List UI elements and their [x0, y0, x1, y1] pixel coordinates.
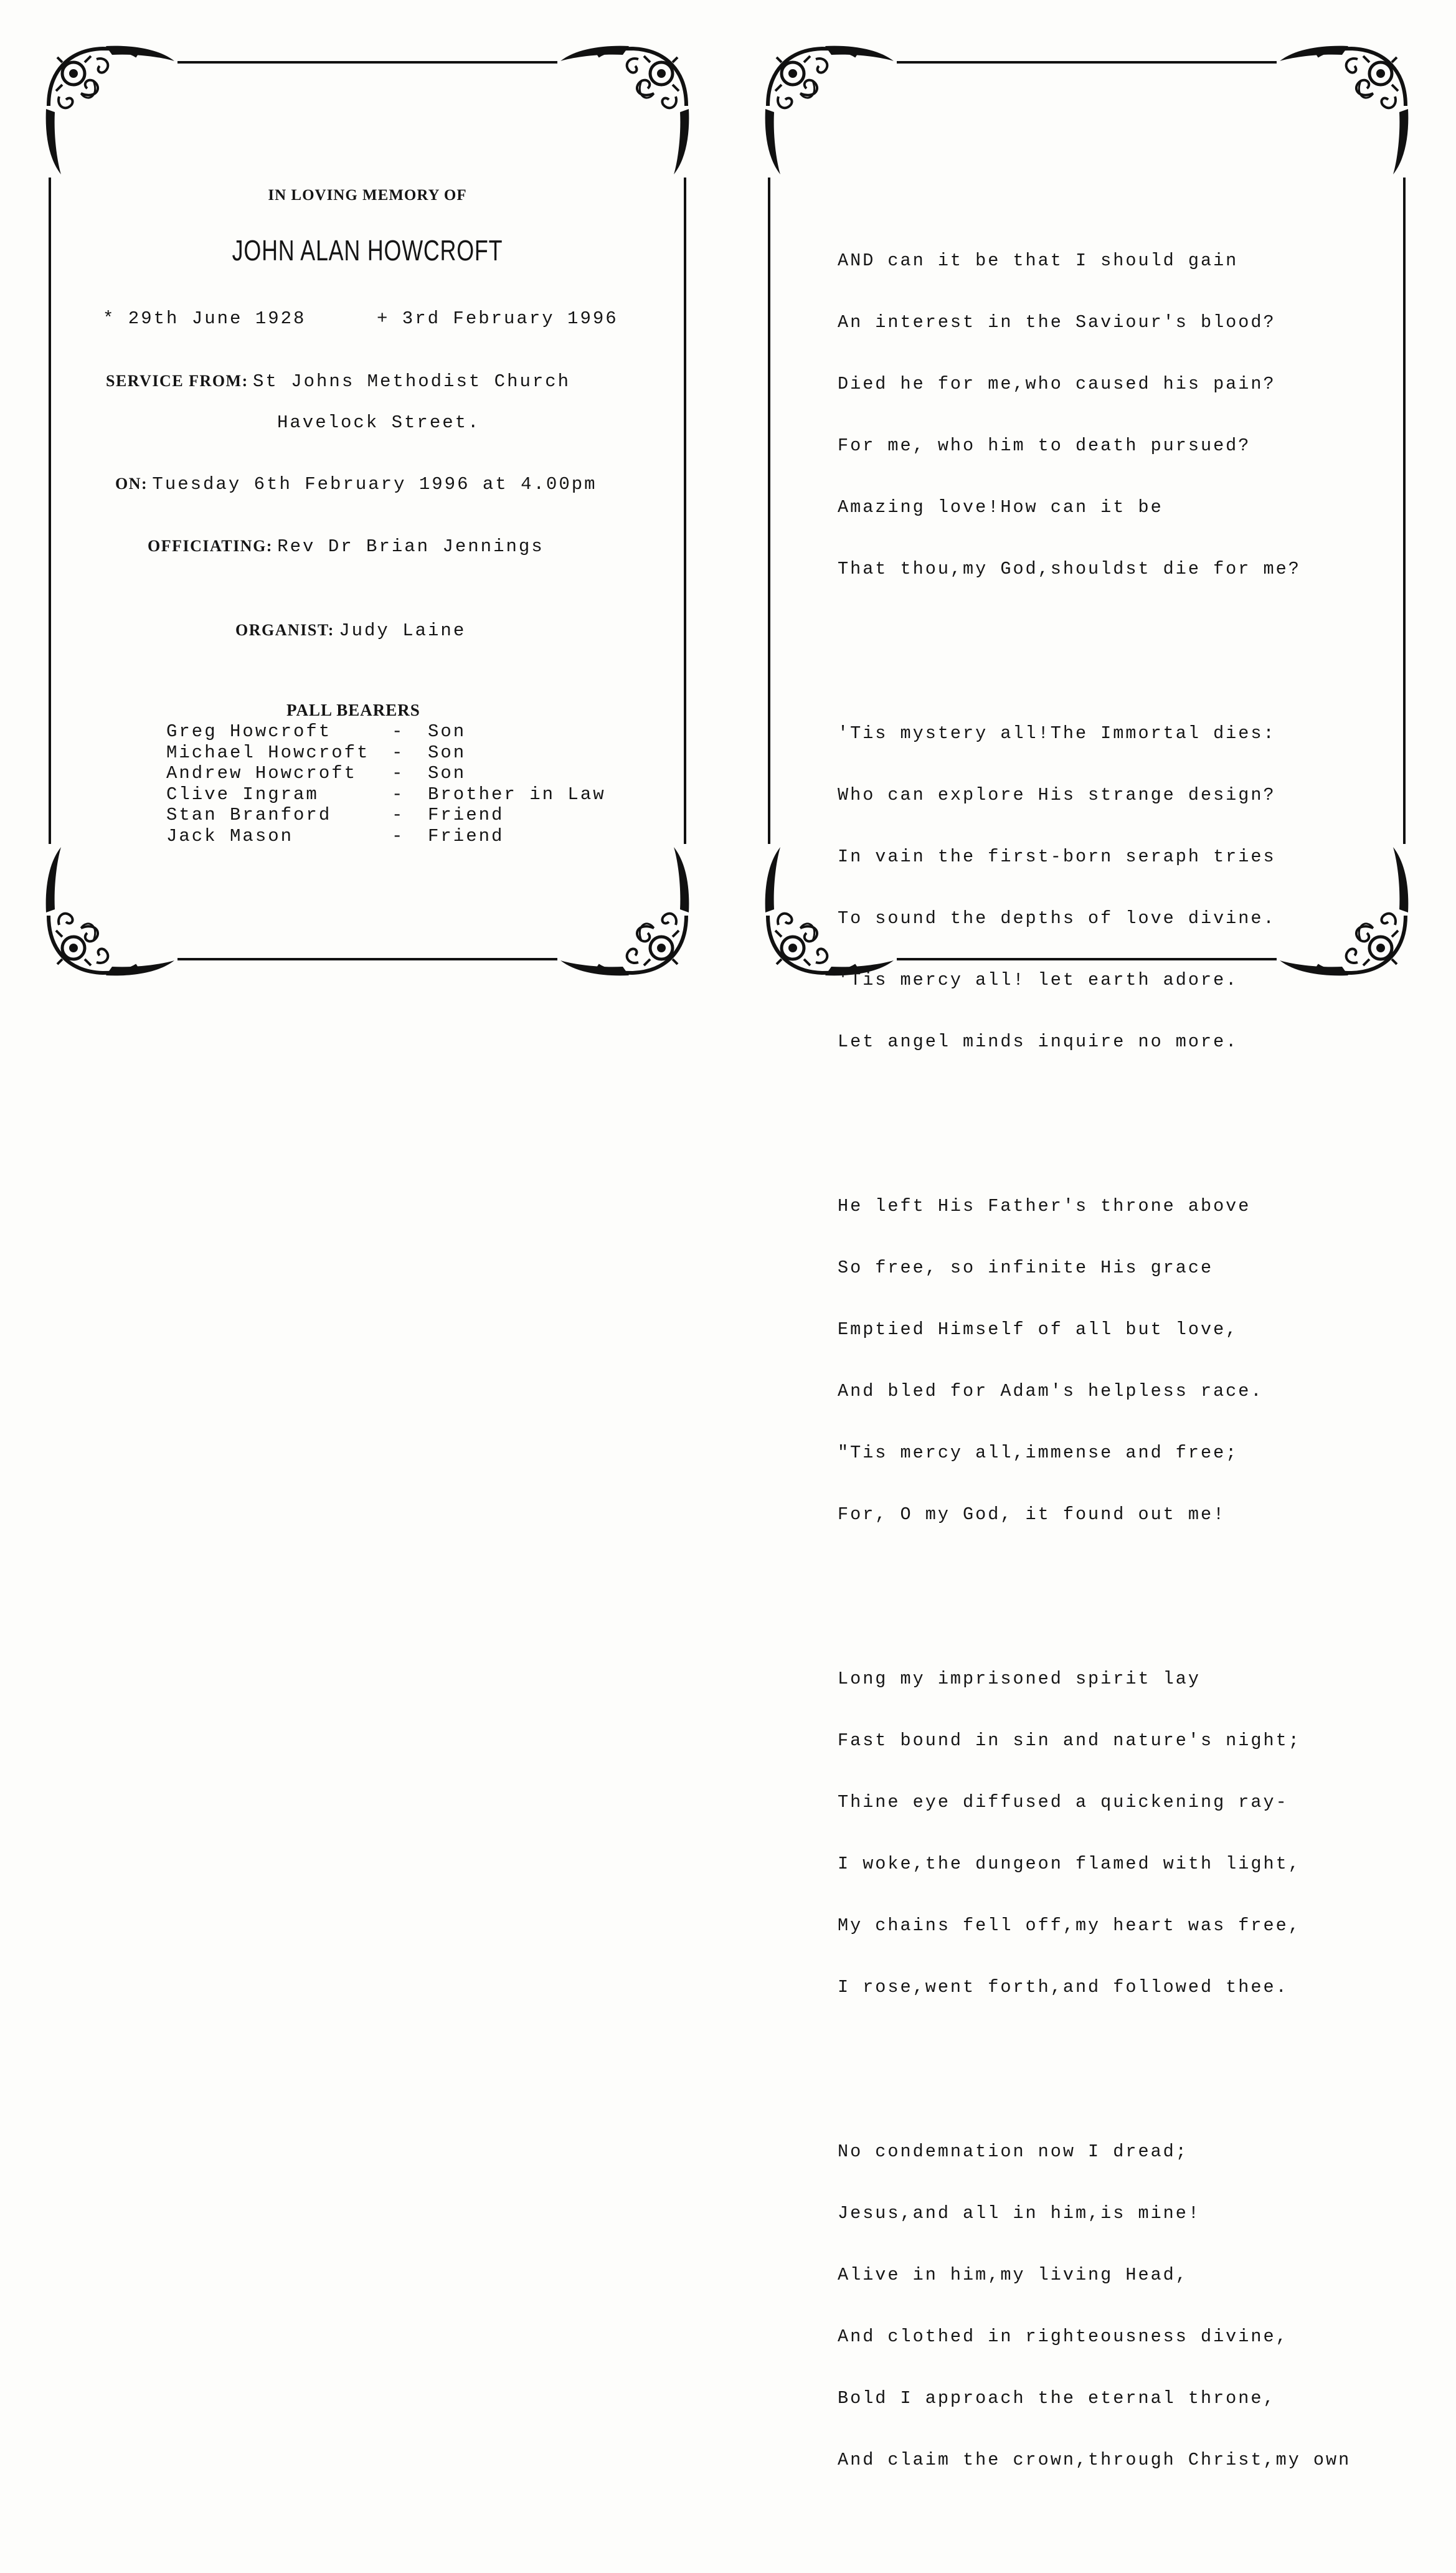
hymn-line: Let angel minds inquire no more.: [838, 1031, 1239, 1052]
service-line: [106, 371, 570, 392]
hymn-line: 'Tis mystery all!The Immortal dies:: [838, 723, 1276, 744]
bearer-relation: Son: [428, 742, 466, 763]
birth-date: * 29th June 1928: [103, 308, 306, 329]
bearer-dash: -: [392, 721, 405, 742]
bearer-dash: -: [392, 763, 405, 784]
hymn-line: Bold I approach the eternal throne,: [838, 2388, 1276, 2409]
bearer-name: Michael Howcroft: [166, 742, 370, 763]
organist-line: [235, 620, 466, 641]
bearer-dash: -: [392, 742, 405, 763]
hymn-line: Thine eye diffused a quickening ray-: [838, 1792, 1288, 1812]
service-street: Havelock Street.: [277, 412, 481, 433]
hymn-line: Fast bound in sin and nature's night;: [838, 1730, 1301, 1751]
hymn-line: My chains fell off,my heart was free,: [838, 1915, 1301, 1936]
hymn-line: No condemnation now I dread;: [838, 2141, 1188, 2162]
hymn-line: And bled for Adam's helpless race.: [838, 1381, 1264, 1401]
hymn-line: I rose,went forth,and followed thee.: [838, 1977, 1288, 1997]
bearer-name: Jack Mason: [166, 825, 294, 846]
hymn-line: I woke,the dungeon flamed with light,: [838, 1854, 1301, 1874]
hymn-line: In vain the first-born seraph tries: [838, 846, 1276, 867]
hymn-line: And claim the crown,through Christ,my own: [838, 2450, 1351, 2470]
officiating-value: Rev Dr Brian Jennings: [277, 536, 544, 557]
hymn-line: Amazing love!How can it be: [838, 497, 1163, 518]
bearer-dash: -: [392, 805, 405, 825]
hymn-line: "Tis mercy all,immense and free;: [838, 1443, 1239, 1463]
hymn-verse: [838, 1628, 1351, 2039]
on-label: ON:: [115, 475, 148, 493]
organist-value: Judy Laine: [339, 620, 466, 641]
hymn-line: 'Tis mercy all! let earth adore.: [838, 970, 1239, 990]
organist-label: ORGANIST:: [235, 621, 334, 639]
service-place: St Johns Methodist Church: [253, 371, 571, 392]
hymn-line: For, O my God, it found out me!: [838, 1504, 1226, 1525]
hymn-line: Alive in him,my living Head,: [838, 2265, 1188, 2285]
bearer-relation: Friend: [428, 805, 504, 825]
hymn-line: Who can explore His strange design?: [838, 785, 1276, 805]
bearer-dash: -: [392, 784, 405, 805]
bearer-relation: Brother in Law: [428, 784, 606, 805]
memorial-page: [44, 44, 691, 978]
hymn-verse: [838, 209, 1351, 620]
hymn-line: AND can it be that I should gain: [838, 250, 1239, 271]
death-date: + 3rd February 1996: [377, 308, 618, 329]
memorial-heading: IN LOVING MEMORY OF: [268, 187, 467, 204]
hymn-line: And clothed in righteousness divine,: [838, 2326, 1288, 2347]
hymn-line: An interest in the Saviour's blood?: [838, 312, 1276, 333]
bearer-name: Greg Howcroft: [166, 721, 332, 742]
on-value: Tuesday 6th February 1996 at 4.00pm: [152, 474, 597, 495]
hymn-line: For me, who him to death pursued?: [838, 435, 1251, 456]
hymn-line: Jesus,and all in him,is mine!: [838, 2203, 1201, 2224]
service-label: SERVICE FROM:: [106, 372, 248, 390]
hymn-line: So free, so infinite His grace: [838, 1258, 1214, 1278]
hymn-line: To sound the depths of love divine.: [838, 908, 1276, 929]
hymn-line: Long my imprisoned spirit lay: [838, 1669, 1201, 1689]
officiating-line: [148, 536, 544, 557]
hymn-line: He left His Father's throne above: [838, 1196, 1251, 1216]
hymn-page: [763, 44, 1411, 2470]
pall-bearers-heading: PALL BEARERS: [286, 701, 420, 719]
hymn-text: [838, 168, 1351, 2573]
bearer-name: Andrew Howcroft: [166, 763, 357, 784]
hymn-line: That thou,my God,shouldst die for me?: [838, 559, 1301, 579]
hymn-line: Emptied Himself of all but love,: [838, 1319, 1239, 1340]
bearer-relation: Son: [428, 763, 466, 784]
hymn-verse: [838, 1155, 1351, 1566]
hymn-verse: [838, 682, 1351, 1093]
hymn-line: Died he for me,who caused his pain?: [838, 374, 1276, 394]
bearer-relation: Son: [428, 721, 466, 742]
officiating-label: OFFICIATING:: [148, 537, 273, 555]
bearer-relation: Friend: [428, 825, 504, 846]
date-line: [115, 473, 597, 495]
bearer-name: Clive Ingram: [166, 784, 319, 805]
bearer-dash: -: [392, 825, 405, 846]
bearer-name: Stan Branford: [166, 805, 332, 825]
hymn-verse: [838, 2100, 1351, 2511]
deceased-name: JOHN ALAN HOWCROFT: [232, 234, 503, 267]
